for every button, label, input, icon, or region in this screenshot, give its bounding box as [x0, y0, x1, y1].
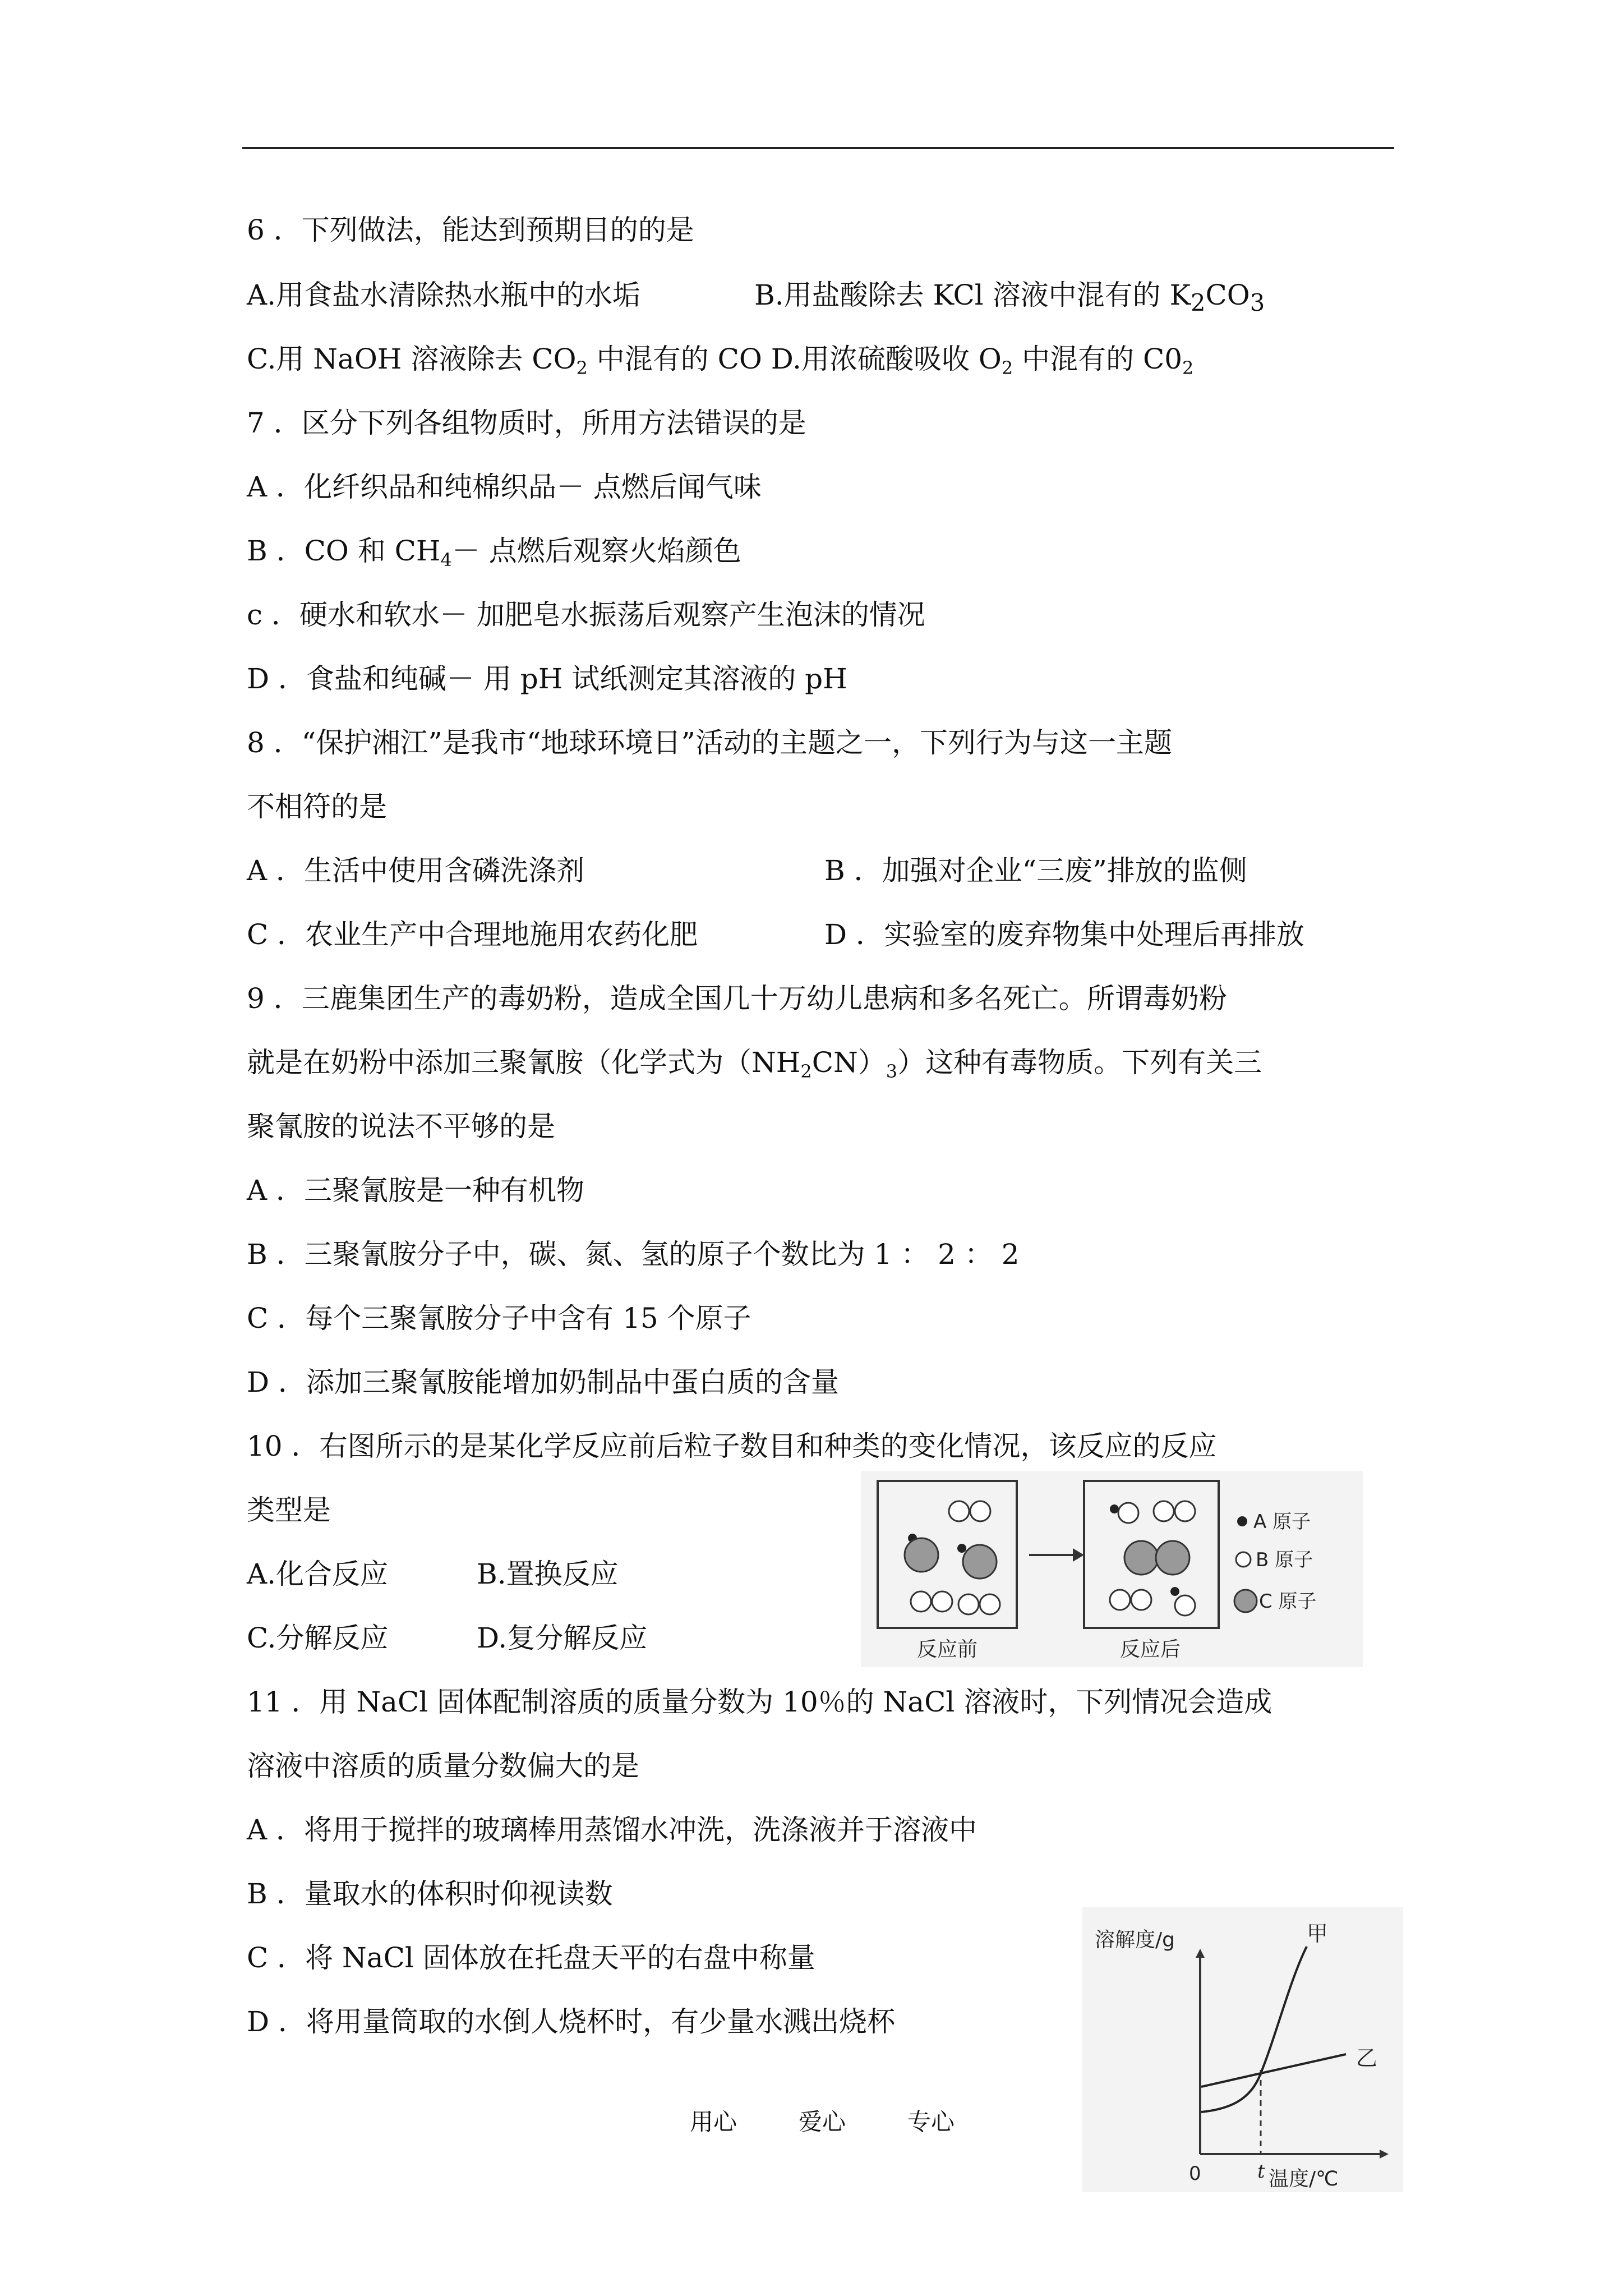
q11-stem-cont: 溶液中溶质的质量分数偏大的是: [247, 1750, 639, 1782]
curve-yi-label: 乙: [1356, 2046, 1378, 2070]
arrow-head-icon: [1073, 1548, 1084, 1562]
q10-stem: 10 ．右图所示的是某化学反应前后粒子数目和种类的变化情况，该反应的反应: [247, 1430, 1217, 1462]
origin-label: 0: [1189, 2162, 1201, 2185]
q8-stem-cont: 不相符的是: [247, 790, 387, 823]
q6-option-a: A.用食盐水清除热水瓶中的水垢: [247, 279, 641, 311]
x-axis-label: 温度/℃: [1269, 2168, 1339, 2191]
q9-option-b: B ．三聚氰胺分子中，碳、氮、氢的原子个数比为 1 ： 2 ： 2: [247, 1238, 1020, 1271]
curve-yi: [1201, 2054, 1346, 2087]
q11-option-b: B ．量取水的体积时仰视读数: [247, 1878, 613, 1910]
y-axis-label: 溶解度/g: [1095, 1929, 1175, 1952]
q11-stem: 11 ．用 NaCl 固体配制溶质的质量分数为 10％的 NaCl 溶液时，下列情况会造成: [247, 1686, 1272, 1718]
legend-c-icon: [1234, 1590, 1257, 1612]
curve-jia-label: 甲: [1307, 1921, 1329, 1946]
header-rule: [242, 147, 1394, 149]
label-before: 反应前: [917, 1638, 978, 1661]
q8-stem: 8 ．“保护湘江”是我市“地球环境日”活动的主题之一，下列行为与这一主题: [247, 726, 1172, 759]
q8-option-c: C ．农业生产中合理地施用农药化肥: [247, 918, 698, 951]
q8-option-b: B ．加强对企业“三废”排放的监侧: [824, 854, 1247, 887]
q9-option-a: A ．三聚氰胺是一种有机物: [247, 1174, 585, 1207]
q7-option-d: D ．食盐和纯碱－ 用 pH 试纸测定其溶液的 pH: [247, 662, 847, 695]
y-axis-arrow-icon: [1196, 1949, 1205, 1958]
q11-option-c: C ．将 NaCl 固体放在托盘天平的右盘中称量: [247, 1941, 815, 1974]
x-axis-arrow-icon: [1380, 2150, 1389, 2159]
q6-option-cd: C.用 NaOH 溶液除去 $CO_2$ 中混有的 CO D.用浓硫酸吸收 $O_2$ 中混有的 $C0_2$: [247, 343, 1194, 379]
legend-a-icon: [1237, 1516, 1247, 1526]
q10-option-b: B.置换反应: [477, 1558, 619, 1590]
solubility-graph: [1082, 1907, 1403, 2192]
q8-option-a: A ．生活中使用含磷洗涤剂: [247, 854, 585, 887]
reaction-diagram: [861, 1471, 1363, 1667]
q6-stem: 6 ．下列做法，能达到预期目的的是: [247, 214, 694, 246]
legend-b-label: B 原子: [1256, 1549, 1313, 1571]
legend-a-label: A 原子: [1253, 1511, 1311, 1533]
q10-stem-cont: 类型是: [247, 1494, 331, 1526]
q9-stem-cont: 就是在奶粉中添加三聚氰胺（化学式为$(NH_2CN)_3$）这种有毒物质。下列有关三: [247, 1046, 1262, 1082]
t-tick-label: t: [1257, 2160, 1265, 2183]
q6-option-b: B.用盐酸除去 KCl 溶液中混有的 $K_2CO_3$: [754, 279, 1265, 316]
legend-c-label: C 原子: [1259, 1590, 1317, 1613]
q8-option-d: D ．实验室的废弃物集中处理后再排放: [824, 918, 1304, 951]
curve-jia: [1201, 1947, 1307, 2112]
q11-option-d: D ．将用量筒取的水倒人烧杯时，有少量水溅出烧杯: [247, 2005, 895, 2038]
q10-option-d: D.复分解反应: [477, 1622, 648, 1654]
q9-option-c: C ．每个三聚氰胺分子中含有 15 个原子: [247, 1302, 751, 1335]
footer-word-3: 专心: [907, 2108, 955, 2136]
footer-word-2: 爱心: [799, 2108, 846, 2136]
footer-motto: [690, 2104, 1016, 2137]
legend-b-icon: [1236, 1552, 1251, 1567]
label-after: 反应后: [1120, 1638, 1181, 1661]
q9-stem: 9 ．三鹿集团生产的毒奶粉，造成全国几十万幼儿患病和多名死亡。所谓毒奶粉: [247, 982, 1227, 1015]
q9-option-d: D ．添加三聚氰胺能增加奶制品中蛋白质的含量: [247, 1366, 839, 1398]
q7-stem: 7 ．区分下列各组物质时，所用方法错误的是: [247, 407, 806, 439]
q7-option-c: c ．硬水和软水－ 加肥皂水振荡后观察产生泡沫的情况: [247, 599, 925, 631]
q7-option-b: B ．CO 和 $CH_4-$ 点燃后观察火焰颜色: [247, 535, 741, 570]
q10-option-a: A.化合反应: [247, 1558, 389, 1590]
q11-option-a: A ．将用于搅拌的玻璃棒用蒸馏水冲洗，洗涤液并于溶液中: [247, 1814, 978, 1846]
q7-option-a: A ．化纤织品和纯棉织品－ 点燃后闻气味: [247, 471, 762, 503]
q9-stem-cont2: 聚氰胺的说法不平够的是: [247, 1110, 555, 1143]
footer-word-1: 用心: [690, 2108, 737, 2136]
q10-option-c: C.分解反应: [247, 1622, 389, 1654]
